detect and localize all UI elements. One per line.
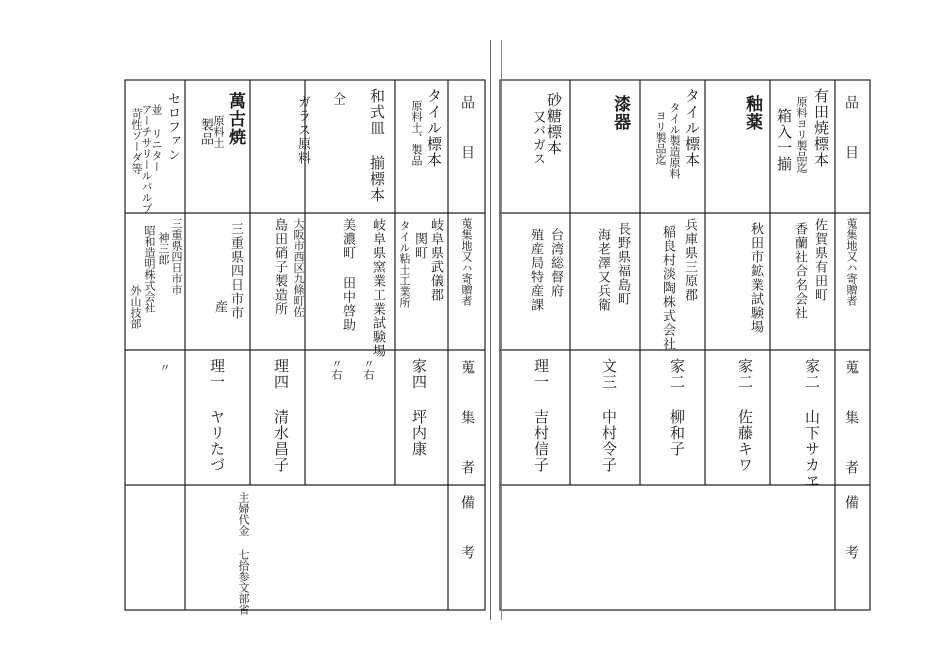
right-row4-origin: 長野県福島町 bbox=[615, 222, 630, 306]
left-row1-origin3: タイル粘土工業所 bbox=[398, 220, 411, 308]
left-row6-item-sub2: アーチサリールパルプ bbox=[140, 104, 153, 214]
right-row1-origin: 佐賀県有田町 bbox=[812, 218, 827, 302]
left-row5-item-sub2: 製品 bbox=[198, 118, 213, 146]
left-row6-item-sub3: 苛性ソーダ等 bbox=[130, 108, 143, 174]
left-row2-origin: 岐阜県窯業工業試験場 bbox=[370, 218, 385, 358]
header-remarks-left: 備 考 bbox=[459, 495, 475, 569]
right-row1-item-sub: 原料ヨリ製品迄 bbox=[795, 96, 808, 173]
left-row5-item: 萬古焼 bbox=[225, 92, 245, 146]
left-row1-origin: 岐阜県武儀郡 bbox=[428, 218, 443, 302]
right-row3-item: タイル標本 bbox=[683, 88, 701, 168]
right-row2-origin: 秋田市鉱業試験場 bbox=[748, 222, 763, 334]
left-row3-item: 仝 bbox=[330, 92, 345, 106]
right-row4-collector: 文三 中村令子 bbox=[600, 358, 618, 473]
right-row5-item: 砂糖標本 bbox=[545, 92, 563, 156]
left-row1-item: タイル標本 bbox=[425, 88, 443, 168]
left-row4-collector: 理四 清水昌子 bbox=[272, 358, 290, 473]
left-row4-item: ガラス原料 bbox=[295, 95, 310, 165]
header-origin-left: 蒐集地又ハ寄贈者 bbox=[460, 218, 473, 306]
left-row1-collector: 家四 坪内康 bbox=[410, 358, 428, 457]
right-row5-item-sub: 又バガス bbox=[530, 110, 545, 166]
left-row6-origin: 三重県四日市市 bbox=[170, 218, 183, 295]
right-row1-item: 有田焼標本 bbox=[812, 88, 830, 168]
right-row1-origin2: 香蘭社合名会社 bbox=[792, 222, 807, 320]
left-row6-origin2: 神三郎 bbox=[157, 232, 170, 265]
right-row3-origin2: 稲良村淡陶株式会社 bbox=[660, 225, 675, 351]
left-row4-origin2: 島田硝子製造所 bbox=[272, 218, 287, 316]
left-row5-origin2: 産 bbox=[212, 300, 227, 314]
right-row1-item2: 箱入一揃 bbox=[775, 108, 793, 172]
header-origin-right: 蒐集地又ハ寄贈者 bbox=[845, 218, 858, 306]
left-row5-collector: 理一 ヤリたづ bbox=[208, 358, 226, 473]
left-row1-origin2: 関町 bbox=[412, 232, 427, 260]
header-remarks-right: 備 考 bbox=[843, 495, 859, 569]
right-row1-collector: 家二 山下サカヱ bbox=[803, 358, 821, 489]
left-row4-origin: 大阪市西区九條町佐 bbox=[292, 218, 305, 317]
right-row3-collector: 家二 柳和子 bbox=[668, 358, 686, 457]
right-row3-item-sub: タイル製造原料 bbox=[668, 102, 681, 179]
left-row5-item-sub: 原料土 bbox=[212, 115, 225, 148]
left-row6-item: セロファン bbox=[165, 92, 180, 162]
right-row2-collector: 家二 佐藤キワ bbox=[736, 358, 754, 473]
left-row6-item-sub: 並 リニター bbox=[150, 104, 163, 172]
header-collector-left: 蒐 集 者 bbox=[459, 360, 475, 484]
header-item-left: 品 目 bbox=[459, 95, 475, 169]
binding-fold bbox=[490, 40, 502, 620]
right-row5-origin: 台湾総督府 bbox=[548, 228, 563, 298]
left-row3-origin: 美濃町 田中啓助 bbox=[340, 218, 355, 332]
right-row5-collector: 理一 吉村信子 bbox=[532, 358, 550, 473]
header-collector-right: 蒐 集 者 bbox=[843, 360, 859, 484]
right-row4-item: 漆器 bbox=[610, 95, 630, 131]
left-row5-origin: 三重県四日市市 bbox=[228, 222, 243, 320]
left-row1-item-sub: 原料土、製品 bbox=[410, 100, 423, 166]
right-row4-origin2: 海老澤又兵衛 bbox=[595, 228, 610, 312]
right-row5-origin2: 殖産局特産課 bbox=[528, 228, 543, 312]
header-item-right: 品 目 bbox=[843, 95, 859, 169]
left-row5-remarks: 主婦代金 七拾参文部省 bbox=[237, 492, 250, 615]
left-row2-collector: 〃右 bbox=[362, 358, 375, 380]
left-row6-origin4: 外山技部 bbox=[129, 285, 142, 329]
left-row2-item: 和式皿 揃標本 bbox=[368, 88, 386, 203]
right-row2-item: 釉薬 bbox=[742, 95, 762, 131]
left-row3-collector: 〃右 bbox=[330, 358, 343, 380]
left-row6-collector: 〃 bbox=[158, 362, 171, 373]
right-row3-item-sub2: ヨリ製品迄 bbox=[654, 110, 667, 165]
left-row6-origin3: 昭和造明株式会社 bbox=[143, 225, 156, 313]
right-row3-origin: 兵庫県三原郡 bbox=[682, 218, 697, 302]
